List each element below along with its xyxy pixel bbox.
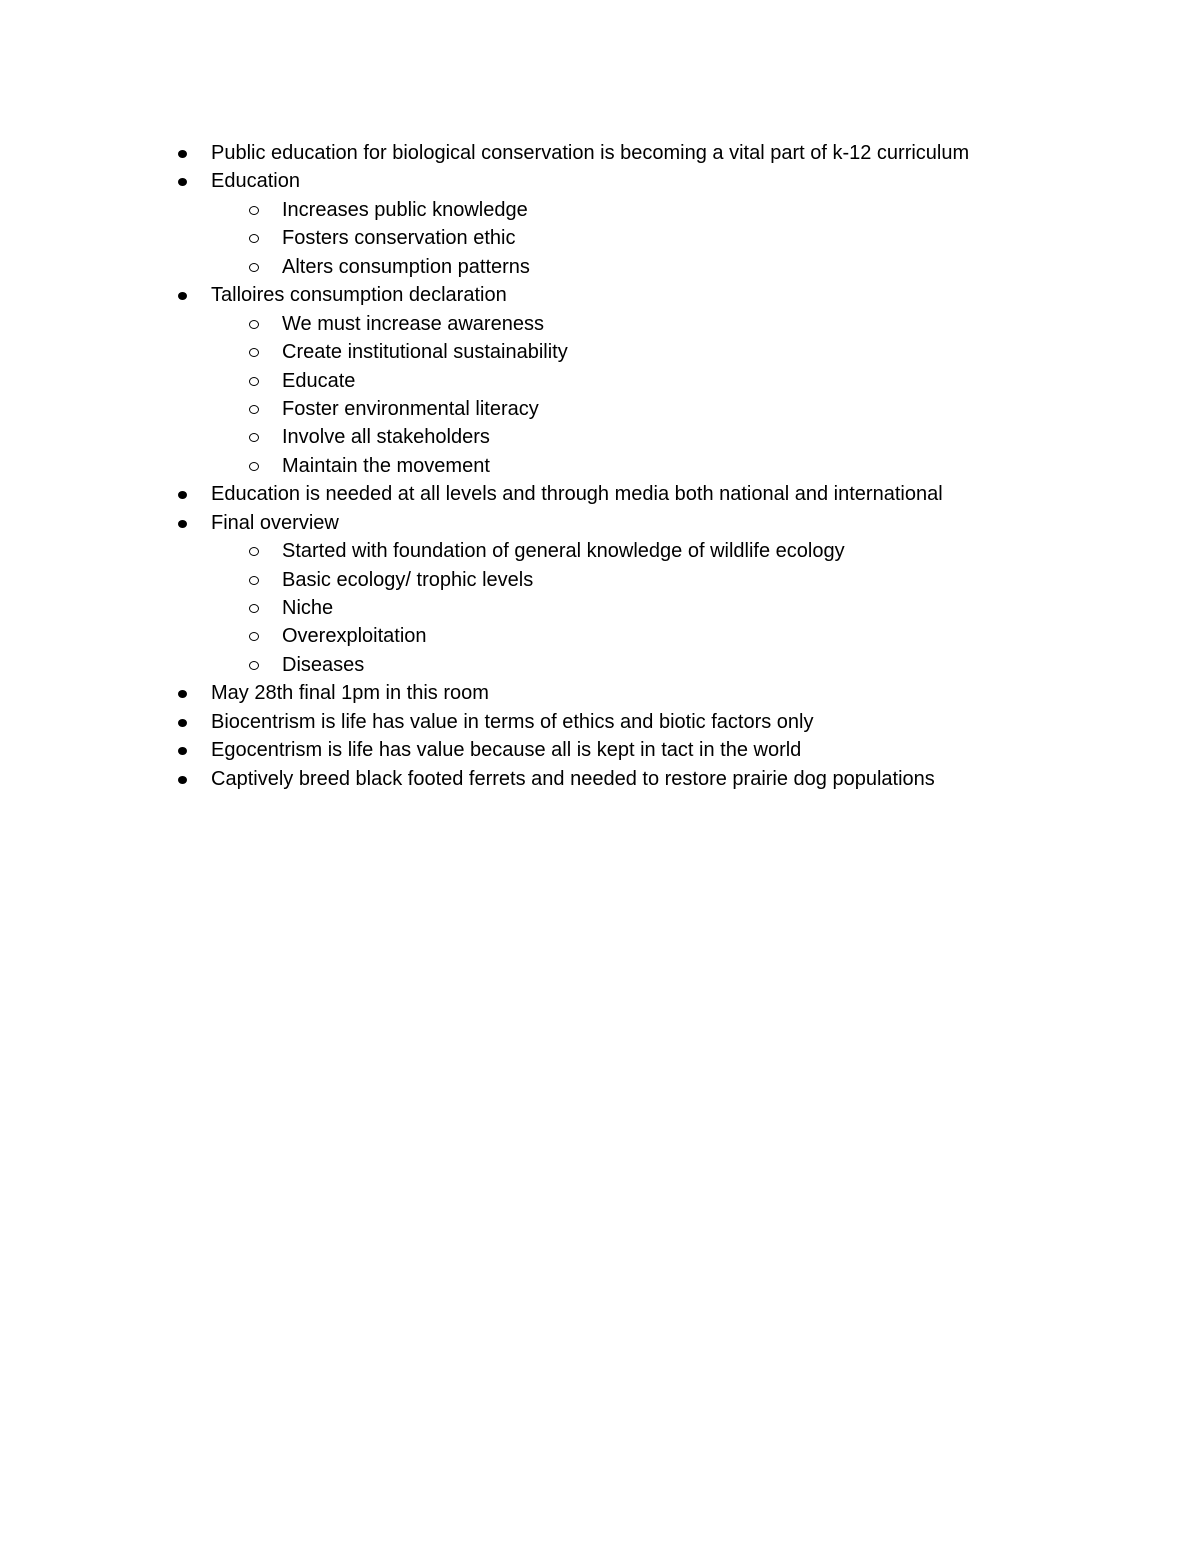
bullet-list	[0, 139, 1200, 793]
list-item	[0, 281, 1200, 309]
list-item	[0, 480, 1200, 508]
sub-list-item-text: Involve all stakeholders	[282, 426, 490, 449]
list-item	[0, 167, 1200, 195]
list-item-text: Final overview	[211, 511, 339, 534]
sub-list-item	[0, 594, 1200, 622]
sub-list-item-text: Overexploitation	[282, 625, 427, 648]
sub-list-item-text: Foster environmental literacy	[282, 397, 539, 420]
hollow-bullet-icon	[249, 462, 259, 471]
list-item-text: Captively breed black footed ferrets and needed to restore prairie dog populations	[211, 767, 935, 790]
sub-list-item-text: Fosters conservation ethic	[282, 227, 516, 250]
filled-bullet-icon	[178, 520, 187, 528]
list-item	[0, 708, 1200, 736]
list-item	[0, 765, 1200, 793]
sub-list-item	[0, 367, 1200, 395]
sub-list-item	[0, 310, 1200, 338]
hollow-bullet-icon	[249, 234, 259, 243]
filled-bullet-icon	[178, 690, 187, 698]
sub-list-item-text: We must increase awareness	[282, 312, 544, 335]
sub-list-item	[0, 338, 1200, 366]
hollow-bullet-icon	[249, 405, 259, 414]
filled-bullet-icon	[178, 776, 187, 784]
list-item-text: Education	[211, 170, 300, 193]
hollow-bullet-icon	[249, 632, 259, 641]
hollow-bullet-icon	[249, 206, 259, 215]
sub-list-item	[0, 423, 1200, 451]
list-item-text: Talloires consumption declaration	[211, 284, 507, 307]
sub-list-item	[0, 622, 1200, 650]
sub-list-item-text: Create institutional sustainability	[282, 341, 568, 364]
filled-bullet-icon	[178, 491, 187, 499]
sub-list-item	[0, 253, 1200, 281]
list-item	[0, 736, 1200, 764]
sub-list-item	[0, 452, 1200, 480]
hollow-bullet-icon	[249, 604, 259, 613]
filled-bullet-icon	[178, 178, 187, 186]
hollow-bullet-icon	[249, 263, 259, 272]
list-item-text: May 28th final 1pm in this room	[211, 682, 489, 705]
sub-list-item	[0, 537, 1200, 565]
list-item	[0, 139, 1200, 167]
sub-list-item	[0, 566, 1200, 594]
hollow-bullet-icon	[249, 661, 259, 670]
sub-list-item-text: Maintain the movement	[282, 454, 490, 477]
sub-list-item-text: Basic ecology/ trophic levels	[282, 568, 534, 591]
list-item	[0, 509, 1200, 537]
hollow-bullet-icon	[249, 433, 259, 442]
sub-list-item-text: Niche	[282, 597, 334, 619]
hollow-bullet-icon	[249, 547, 259, 556]
sub-list-item	[0, 651, 1200, 679]
sub-list-item	[0, 196, 1200, 224]
filled-bullet-icon	[178, 747, 187, 755]
list-item-text: Biocentrism is life has value in terms of ethics and biotic factors only	[211, 710, 814, 733]
filled-bullet-icon	[178, 719, 187, 727]
list-item-text: Education is needed at all levels and through media both national and international	[211, 483, 943, 506]
hollow-bullet-icon	[249, 320, 259, 329]
sub-list-item-text: Increases public knowledge	[282, 198, 528, 221]
sub-list-item	[0, 395, 1200, 423]
list-item	[0, 679, 1200, 707]
hollow-bullet-icon	[249, 576, 259, 585]
hollow-bullet-icon	[249, 348, 259, 357]
filled-bullet-icon	[178, 292, 187, 300]
sub-list-item-text: Started with foundation of general knowledge of wildlife ecology	[282, 540, 845, 563]
sub-list-item-text: Educate	[282, 369, 356, 392]
filled-bullet-icon	[178, 150, 187, 158]
sub-list-item-text: Diseases	[282, 653, 365, 676]
list-item-text: Egocentrism is life has value because all is kept in tact in the world	[211, 739, 802, 762]
hollow-bullet-icon	[249, 377, 259, 386]
sub-list-item	[0, 224, 1200, 252]
sub-list-item-text: Alters consumption patterns	[282, 255, 530, 278]
list-item-text: Public education for biological conservation is becoming a vital part of k-12 curriculum	[211, 142, 970, 164]
